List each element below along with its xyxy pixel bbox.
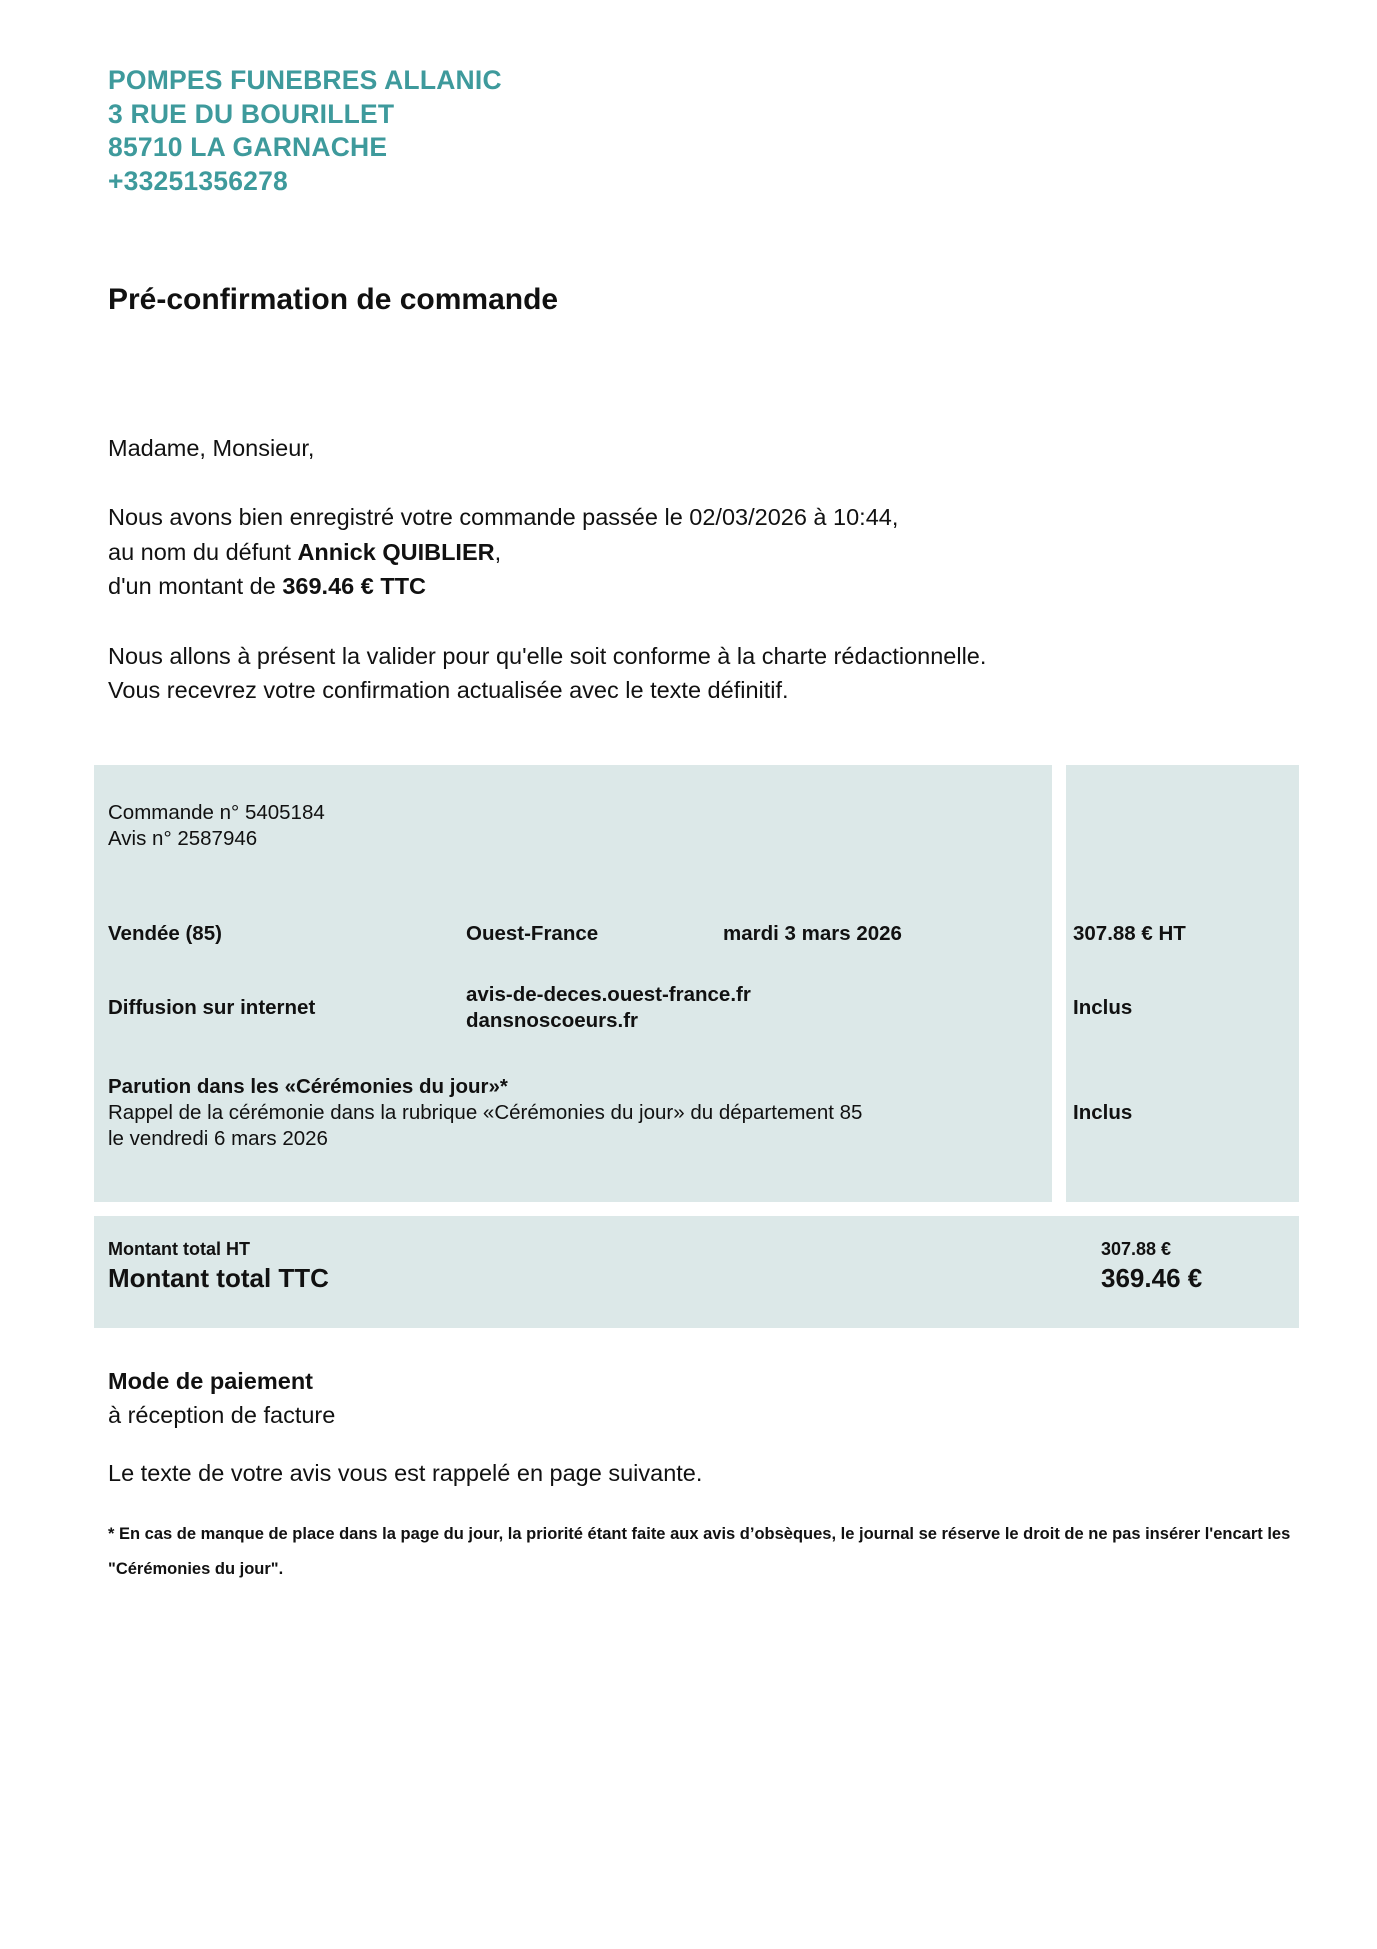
notice-number: Avis n° 2587946 <box>108 827 258 850</box>
letter-line-validation: Nous allons à présent la valider pour qu'elle soit conforme à la charte rédactionnelle. <box>108 643 987 669</box>
sender-street: 3 RUE DU BOURILLET <box>108 98 395 129</box>
total-ht-label: Montant total HT <box>108 1239 250 1259</box>
amount-prefix: d'un montant de <box>108 573 283 599</box>
publication-price: 307.88 € HT <box>1073 922 1186 945</box>
sender-phone: +33251356278 <box>108 165 288 196</box>
ceremonies-date: le vendredi 6 mars 2026 <box>108 1127 328 1150</box>
letter-line-amount <box>108 569 426 604</box>
ceremonies-price: Inclus <box>1073 1101 1133 1124</box>
sender-address <box>108 64 502 198</box>
internet-site-1: avis-de-deces.ouest-france.fr <box>466 983 751 1006</box>
internet-site-2: dansnoscoeurs.fr <box>466 1009 639 1032</box>
deceased-suffix: , <box>494 539 502 565</box>
total-ttc-value: 369.46 € <box>1101 1263 1203 1293</box>
reminder-text: Le texte de votre avis vous est rappelé en page suivante. <box>108 1460 703 1486</box>
page-title: Pré-confirmation de commande <box>108 283 559 316</box>
payment-value: à réception de facture <box>108 1402 336 1428</box>
publication-region: Vendée (85) <box>108 922 222 945</box>
internet-price: Inclus <box>1073 996 1133 1019</box>
total-ht-value: 307.88 € <box>1101 1239 1172 1259</box>
order-amount: 369.46 € TTC <box>282 573 427 599</box>
footnote: * En cas de manque de place dans la page du jour, la priorité étant faite aux avis d’obsèques, le journal se réserve le droit de ne pas insérer l'encart les "Cérémonies du jour". <box>108 1525 1291 1578</box>
publication-date: mardi 3 mars 2026 <box>723 922 902 945</box>
deceased-name: Annick QUIBLIER <box>297 539 495 565</box>
sender-city: 85710 LA GARNACHE <box>108 132 388 162</box>
order-prices-box <box>1066 765 1299 1202</box>
sender-name: POMPES FUNEBRES ALLANIC <box>108 65 502 95</box>
letter-greeting: Madame, Monsieur, <box>108 435 315 461</box>
ceremonies-label: Parution dans les «Cérémonies du jour»* <box>108 1075 508 1098</box>
letter-line-confirmation: Vous recevrez votre confirmation actualisée avec le texte définitif. <box>108 677 789 703</box>
letter-line-deceased <box>108 535 501 570</box>
order-number: Commande n° 5405184 <box>108 801 325 824</box>
internet-label: Diffusion sur internet <box>108 996 316 1019</box>
payment-label: Mode de paiement <box>108 1368 314 1394</box>
deceased-prefix: au nom du défunt <box>108 539 298 565</box>
letter-line-order-date: Nous avons bien enregistré votre commande passée le 02/03/2026 à 10:44, <box>108 504 899 530</box>
ceremonies-description: Rappel de la cérémonie dans la rubrique «Cérémonies du jour» du département 85 <box>108 1101 863 1124</box>
total-ttc-label: Montant total TTC <box>108 1263 329 1293</box>
publication-newspaper: Ouest-France <box>466 922 599 945</box>
